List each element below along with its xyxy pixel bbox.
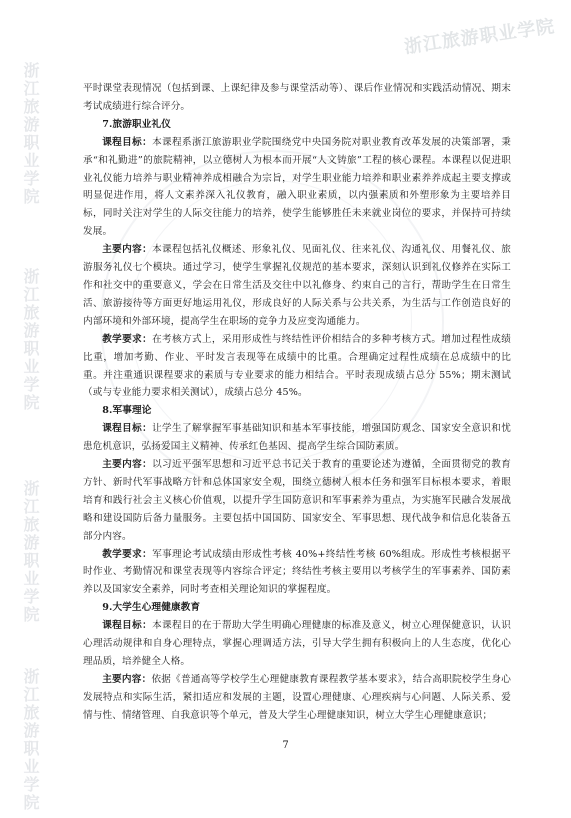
paragraph-text: 本课程包括礼仪概述、形象礼仪、见面礼仪、往来礼仪、沟通礼仪、用餐礼仪、旅游服务礼仪七个模块。通过学习，使学生掌握礼仪规范的基本要求，深刻认识到礼仪修养在实际工作和社交中的重要意义，学会在日常生活及交往中以礼修身、约束自己的言行，帮助学生在日常生活、旅游接待等方面更好地运用礼仪，形成良好的人际关系与公共关系，为生活与工作创造良好的内部环境和外部环境，提高学生在职场的竞争力及应变沟通能力。 bbox=[83, 244, 512, 327]
paragraph-label: 主要内容： bbox=[102, 244, 153, 256]
paragraph bbox=[83, 331, 511, 403]
paragraph-text: 让学生了解掌握军事基础知识和基本军事技能，增强国防观念、国家安全意识和忧患危机意识，弘扬爱国主义精神、传承红色基因、提高学生综合国防素质。 bbox=[83, 423, 512, 453]
paragraph-label: 课程目标： bbox=[102, 136, 153, 148]
paragraph bbox=[83, 671, 511, 725]
paragraph bbox=[83, 420, 511, 456]
paragraph bbox=[83, 546, 511, 600]
paragraph-text: 以习近平强军思想和习近平总书记关于教育的重要论述为遵循，全面贯彻党的教育方针、新时代军事战略方针和总体国家安全观，围绕立德树人根本任务和强军目标根本要求，着眼培育和践行社会主义核心价值观，以提升学生国防意识和军事素养为重点，为实施军民融合发展战略和建设国防后备力量服务。主要包括中国国防、国家安全、军事思想、现代战争和信息化装备五部分内容。 bbox=[83, 459, 512, 542]
watermark-side: 浙江旅游职业学院 bbox=[21, 668, 40, 812]
paragraph bbox=[83, 617, 511, 671]
page-number: 7 bbox=[282, 740, 289, 751]
paragraph-text: 本课程系浙江旅游职业学院围绕党中央国务院对职业教育改革发展的决策部署，秉承“和礼勤进”的旅院精神，以立德树人为根本而开展“人文铸旅”工程的核心课程。本课程以促进职业礼仪能力培养与职业精神养成相融合为宗旨，对学生职业能力培养和职业素养养成起主要支撑或明显促进作用，将人文素养深入礼仪教育，融入职业素质，以内强素质和外塑形象为主要培养目标，同时关注对学生的人际交往能力的培养，使学生能够胜任未来就业岗位的要求，并保持可持续发展。 bbox=[83, 136, 512, 238]
paragraph-text: 本课程目的在于帮助大学生明确心理健康的标准及意义，树立心理保健意识，认识心理活动规律和自身心理特点，掌握心理调适方法，引导大学生拥有积极向上的人生态度，优化心理品质，培养健全人格。 bbox=[83, 620, 512, 667]
paragraph bbox=[83, 456, 511, 546]
paragraph bbox=[83, 241, 511, 331]
paragraph-label: 教学要求： bbox=[102, 548, 153, 560]
paragraph-label: 教学要求： bbox=[102, 333, 153, 345]
paragraph-text: 依据《普通高等学校学生心理健康教育课程教学基本要求》，结合高职院校学生身心发展特点和实际生活，紧扣适应和发展的主题，设置心理健康、心理疾病与心问题、人际关系、爱情与性、情绪管理、自我意识等个单元，普及大学生心理健康知识，树立大学生心理健康意识； bbox=[83, 673, 512, 721]
paragraph-text: 在考核方式上，采用形成性与终结性评价相结合的多种考核方式。增加过程性成绩比重，增加考勤、作业、平时发言表现等在成绩中的比重。合理确定过程性成绩在总成绩中的比重。并注重通识课程要求的素质与专业要求的能力相结合。平时表现成绩占总分 55%；期末测试（或与专业能力要求相关测试），成绩占总分 45%。 bbox=[83, 333, 512, 399]
watermark-side: 浙江旅游职业学院 bbox=[21, 480, 40, 624]
paragraph bbox=[83, 134, 511, 241]
intro-paragraph: 平时课堂表现情况（包括到课、上课纪律及参与课堂活动等）、课后作业情况和实践活动情况、期末考试成绩进行综合评分。 bbox=[83, 83, 511, 112]
watermark-corner: 浙江旅游职业学院 bbox=[402, 15, 557, 58]
paragraph-text: 军事理论考试成绩由形成性考核 40%+终结性考核 60%组成。形成性考核根据平时作业、考勤情况和课堂表现等内容综合评定；终结性考核主要用以考核学生的军事素养、国防素养以及国家安全素养，同时考查相关理论知识的掌握程度。 bbox=[83, 548, 512, 596]
paragraph-label: 课程目标： bbox=[102, 423, 153, 435]
paragraph-label: 主要内容： bbox=[102, 459, 153, 471]
page-content bbox=[83, 80, 511, 725]
section-heading: 9.大学生心理健康教育 bbox=[102, 602, 201, 614]
watermark-side: 浙江旅游职业学院 bbox=[21, 62, 40, 206]
section-heading: 7.旅游职业礼仪 bbox=[102, 118, 171, 130]
paragraph-label: 课程目标： bbox=[102, 620, 153, 632]
watermark-side: 浙江旅游职业学院 bbox=[21, 268, 40, 412]
paragraph-label: 主要内容： bbox=[102, 673, 152, 685]
section-heading: 8.军事理论 bbox=[102, 405, 152, 417]
